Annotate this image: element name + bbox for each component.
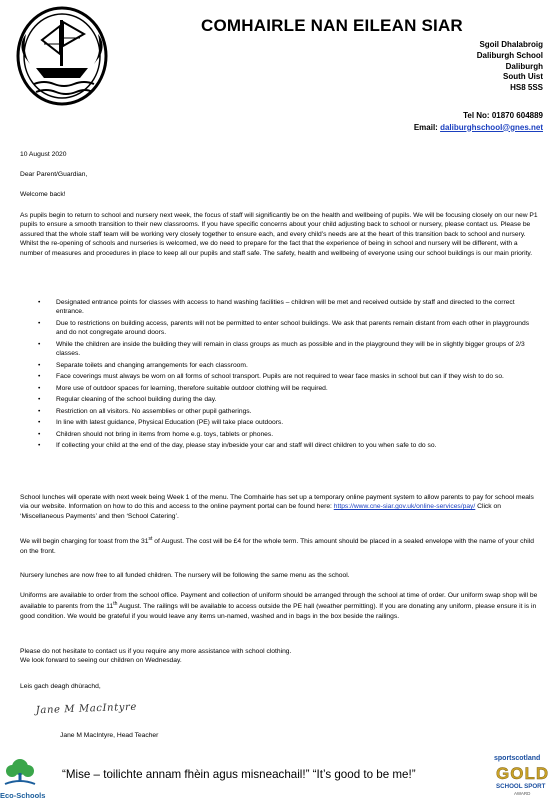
letter-greeting: Welcome back!: [20, 191, 66, 198]
bullet-icon: •: [38, 361, 41, 369]
address-line: Daliburgh School: [476, 50, 543, 60]
list-item: • Regular cleaning of the school building during the day.: [38, 396, 217, 404]
gold-small-label: AWARD: [514, 791, 531, 796]
signoff: Leis gach deagh dhùrachd,: [20, 683, 101, 690]
intro-paragraph: As pupils begin to return to school and nursery next week, the focus of staff will significantly be on the health and wellbeing of pupils. We will be focusing closely on our new P1 pupils to ensure a smooth transition to their new classrooms. If you have specific concerns about your child adjusting back to school or nursery, please contact us. Please be assured that the whole staff team will be working very closely together to ensure each, and every child’s needs are at the heart of this transition back to school and nursery.: [20, 212, 538, 238]
address-line: South Uist: [503, 72, 543, 82]
bullet-icon: •: [38, 430, 41, 438]
bullet-icon: •: [38, 340, 41, 348]
eco-schools-logo-icon: [3, 756, 37, 786]
closing-paragraph: Please do not hesitate to contact us if you require any more assistance with school clothing. We look forward to seeing our children on Wednesday.: [20, 648, 292, 665]
bullet-icon: •: [38, 299, 41, 306]
bullet-icon: •: [38, 396, 41, 404]
email-link[interactable]: daliburghschool@gnes.net: [440, 122, 543, 132]
bullet-icon: •: [38, 419, 41, 427]
school-motto-quote: “Mise – toilichte annam fhèin agus misneachail!” “It’s good to be me!”: [62, 768, 416, 781]
nursery-paragraph: Nursery lunches are now free to all funded children. The nursery will be following the same menu as the school.: [20, 572, 350, 579]
letter-date: 10 August 2020: [20, 151, 67, 158]
toast-paragraph: We will begin charging for toast from the 31st of August. The cost will be £4 for the whole term. This amount should be placed in a sealed envelope with the name of your child on the front.: [20, 536, 534, 555]
sportscotland-label: sportscotland: [494, 755, 541, 762]
bullet-icon: •: [38, 442, 41, 450]
list-item: • Restriction on all visitors. No assemblies or other pupil gatherings.: [38, 407, 252, 415]
gold-school-sport-badge: [496, 764, 550, 802]
tel-label: Tel No:: [463, 111, 490, 120]
school-address: [477, 40, 543, 94]
payment-portal-link[interactable]: https://www.cne-siar.gov.uk/online-services/pay/: [333, 503, 476, 511]
letter-salutation: Dear Parent/Guardian,: [20, 171, 88, 178]
signature-name: Jane M MacIntyre, Head Teacher: [60, 732, 159, 739]
tel-value: 01870 604889: [491, 111, 543, 120]
council-crest-logo: [14, 4, 110, 108]
list-item: • Designated entrance points for classes with access to hand washing facilities – children will be met and received outside by staff and directed to the correct entrance.: [38, 299, 515, 316]
list-item: • Face coverings must always be worn on all forms of school transport. Pupils are not required to wear face masks in school but can if they wish to do so.: [38, 373, 504, 381]
bullet-icon: •: [38, 319, 41, 327]
bullet-icon: •: [38, 384, 41, 392]
eco-schools-label: Eco-Schools: [0, 791, 46, 800]
bullet-icon: •: [38, 407, 41, 415]
letter-intro: [20, 211, 540, 258]
email-label: Email:: [413, 122, 438, 132]
gold-sub-label: SCHOOL SPORT: [496, 783, 546, 790]
measures-list: [20, 298, 540, 453]
list-item: • If collecting your child at the end of the day, please stay in/beside your car and staff will direct children to you when safe to do so.: [38, 442, 437, 450]
address-line: Daliburgh: [505, 61, 543, 71]
school-contact: [414, 110, 543, 133]
bullet-icon: •: [38, 373, 41, 381]
uniform-paragraph: Uniforms are available to order from the school office. Payment and collection of uniform should be arranged through the school at time of order. Our uniform swap shop will be available to parents from the 11th August. The railings will be available to access outside the PE hall (weather permitting). If you are donating any uniform, please ensure it is in good condition. We would be grateful if you would leave any items un-named, washed and in bags in the box beside the railings.: [20, 592, 538, 621]
list-item: • Due to restrictions on building access, parents will not be permitted to enter school buildings. We ask that parents remain distant from each other in playgrounds and do not congregate around doors.: [38, 319, 530, 337]
list-item: • Children should not bring in items from home e.g. toys, tablets or phones.: [38, 430, 274, 438]
gold-label: GOLD: [496, 764, 550, 783]
list-item: • In line with latest guidance, Physical Education (PE) will take place outdoors.: [38, 419, 284, 427]
address-line: Sgoil Dhalabroig: [479, 40, 543, 49]
reopening-paragraph: Whilst the re-opening of schools and nurseries is welcomed, we do need to prepare for the fact that the experience of being in school and nursery will be different, with a number of measures and procedures in place to keep all our pupils and staff safe. The safety, health and wellbeing of everyone using our school buildings is our main priority.: [20, 240, 533, 257]
list-item: • While the children are inside the building they will remain in class groups as much as possible and in the playground they will be in slightly bigger groups of 2/3 classes.: [38, 340, 525, 358]
handwritten-signature: Jane M MacIntyre: [35, 701, 138, 717]
lunch-paragraph: School lunches will operate with next week being Week 1 of the menu. The Comhairle has set up a temporary online payment system to allow parents to pay for school meals via our website. Information on how to do this and access to the online payment portal can be found here: https://www.cne-siar.gov.uk/online-services/pay/ Click on ‘Miscellaneous Payments’ and then ‘School Catering’.: [20, 494, 534, 520]
address-line: HS8 5SS: [510, 83, 543, 93]
list-item: • Separate toilets and changing arrangements for each classroom.: [38, 361, 248, 369]
council-name: COMHAIRLE NAN EILEAN SIAR: [201, 16, 463, 35]
list-item: • More use of outdoor spaces for learning, therefore suitable outdoor clothing will be required.: [38, 384, 328, 392]
